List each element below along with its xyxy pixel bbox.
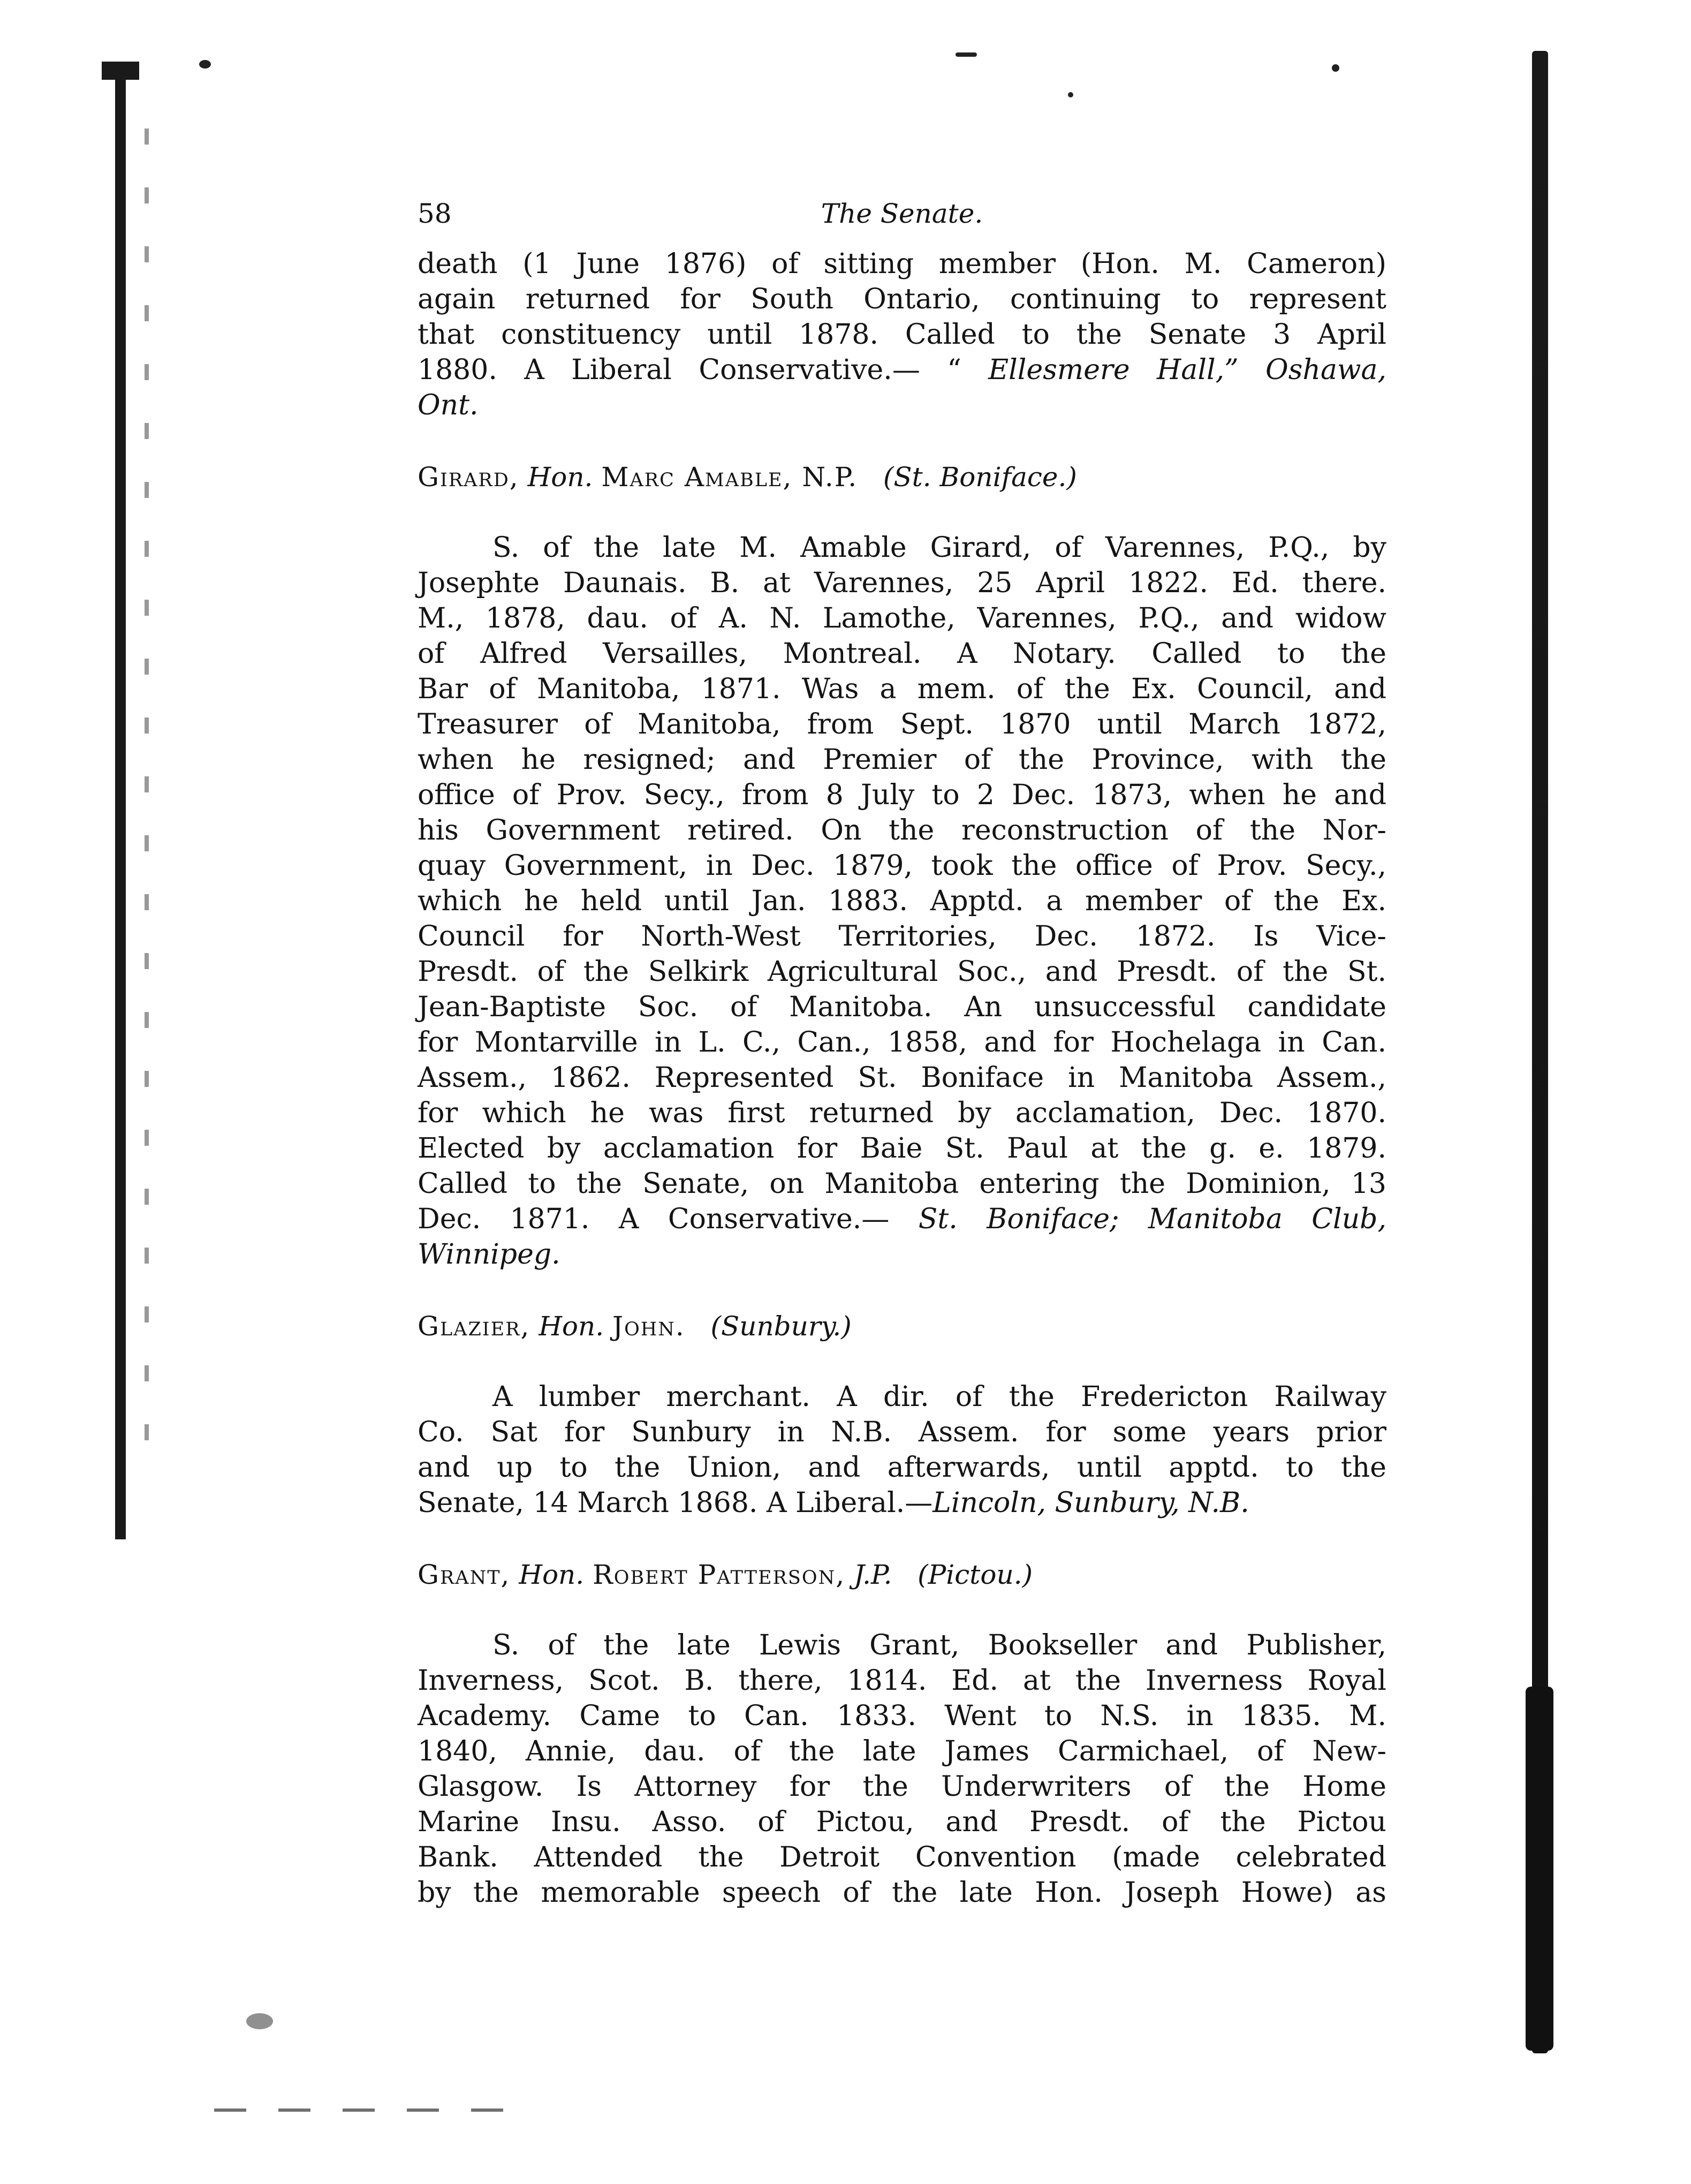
text-line bbox=[418, 388, 1386, 423]
address-text: Ellesmere Hall,” Oshawa, bbox=[988, 354, 1386, 386]
scan-speck bbox=[956, 52, 977, 57]
text-run: Dec. 1871. A Conservative.— bbox=[418, 1203, 890, 1235]
text-line: M., 1878, dau. of A. N. Lamothe, Varennes, P.Q., and widow bbox=[418, 602, 1386, 634]
address-text: Lincoln, Sunbury, N.B. bbox=[932, 1487, 1249, 1519]
entry-given-name: Robert Patterson, bbox=[593, 1559, 846, 1590]
entry-given-name: John. bbox=[612, 1311, 685, 1342]
address-text: Ont. bbox=[418, 389, 479, 421]
text-line: Jean-Baptiste Soc. of Manitoba. An unsuccessful candidate bbox=[418, 991, 1386, 1023]
text-line bbox=[418, 1237, 1386, 1272]
text-line: A lumber merchant. A dir. of the Fredericton Railway bbox=[492, 1381, 1386, 1413]
entry-honorific: Hon. bbox=[527, 462, 593, 493]
entry-honorific: Hon. bbox=[519, 1559, 585, 1590]
scan-left-edge bbox=[115, 62, 126, 1539]
text-line: Academy. Came to Can. 1833. Went to N.S. in 1835. M. bbox=[418, 1700, 1386, 1732]
text-line: Inverness, Scot. B. there, 1814. Ed. at the Inverness Royal bbox=[418, 1665, 1386, 1697]
text-line: Josephte Daunais. B. at Varennes, 25 April 1822. Ed. there. bbox=[418, 567, 1386, 599]
entry-heading-glazier bbox=[418, 1309, 1386, 1344]
scan-speck bbox=[246, 2013, 273, 2029]
text-line: when he resigned; and Premier of the Province, with the bbox=[418, 744, 1386, 776]
text-line bbox=[418, 1485, 1386, 1521]
running-header bbox=[418, 193, 1386, 246]
text-line: which he held until Jan. 1883. Apptd. a member of the Ex. bbox=[418, 885, 1386, 917]
entry-body-glazier bbox=[418, 1379, 1386, 1521]
scan-speck bbox=[1332, 64, 1339, 72]
text-line: quay Government, in Dec. 1879, took the office of Prov. Secy., bbox=[418, 850, 1386, 882]
continuation-paragraph bbox=[418, 246, 1386, 423]
text-line: that constituency until 1878. Called to the Senate 3 April bbox=[418, 319, 1386, 351]
text-line: Treasurer of Manitoba, from Sept. 1870 until March 1872, bbox=[418, 708, 1386, 740]
text-line: his Government retired. On the reconstruction of the Nor- bbox=[418, 814, 1386, 847]
scan-speck bbox=[199, 60, 211, 69]
scan-right-edge-thick bbox=[1526, 1687, 1553, 2051]
page-text bbox=[418, 193, 1386, 1910]
text-run: Senate, 14 March 1868. A Liberal.— bbox=[418, 1487, 933, 1519]
entry-body-grant bbox=[418, 1628, 1386, 1910]
text-line: Marine Insu. Asso. of Pictou, and Presdt. of the Pictou bbox=[418, 1806, 1386, 1838]
text-line: for which he was first returned by acclamation, Dec. 1870. bbox=[418, 1097, 1386, 1129]
text-line: S. of the late M. Amable Girard, of Varennes, P.Q., by bbox=[492, 532, 1386, 564]
address-text: Winnipeg. bbox=[418, 1238, 560, 1271]
text-line: S. of the late Lewis Grant, Bookseller and Publisher, bbox=[492, 1629, 1386, 1661]
text-line: again returned for South Ontario, continuing to represent bbox=[418, 283, 1386, 315]
entry-riding: (Pictou.) bbox=[917, 1559, 1033, 1590]
text-line: Glasgow. Is Attorney for the Underwriters of the Home bbox=[418, 1771, 1386, 1803]
entry-honorific: Hon. bbox=[539, 1311, 604, 1342]
text-line: Bank. Attended the Detroit Convention (made celebrated bbox=[418, 1841, 1386, 1873]
page-number: 58 bbox=[418, 198, 452, 229]
text-line bbox=[418, 352, 1386, 388]
text-line bbox=[418, 1201, 1386, 1237]
entry-riding: (Sunbury.) bbox=[710, 1311, 852, 1342]
text-line: Presdt. of the Selkirk Agricultural Soc., and Presdt. of the St. bbox=[418, 956, 1386, 988]
scan-speck bbox=[1068, 92, 1073, 97]
text-line: for Montarville in L. C., Can., 1858, and for Hochelaga in Can. bbox=[418, 1026, 1386, 1059]
text-line: and up to the Union, and afterwards, until apptd. to the bbox=[418, 1452, 1386, 1484]
text-line: Assem., 1862. Represented St. Boniface in Manitoba Assem., bbox=[418, 1062, 1386, 1094]
text-line: Co. Sat for Sunbury in N.B. Assem. for some years prior bbox=[418, 1416, 1386, 1448]
entry-surname: Grant, bbox=[418, 1559, 511, 1590]
text-line: Council for North-West Territories, Dec. 1872. Is Vice- bbox=[418, 920, 1386, 953]
text-line: Called to the Senate, on Manitoba entering the Dominion, 13 bbox=[418, 1168, 1386, 1200]
entry-postnominal: J.P. bbox=[854, 1559, 892, 1590]
entry-surname: Glazier, bbox=[418, 1311, 530, 1342]
text-line: by the memorable speech of the late Hon. Joseph Howe) as bbox=[418, 1877, 1386, 1909]
entry-given-name: Marc Amable, N.P. bbox=[601, 462, 858, 493]
address-text: St. Boniface; Manitoba Club, bbox=[918, 1203, 1387, 1235]
running-title: The Senate. bbox=[821, 198, 983, 229]
text-line: death (1 June 1876) of sitting member (Hon. M. Cameron) bbox=[418, 248, 1386, 280]
entry-body-girard bbox=[418, 530, 1386, 1272]
text-line: Elected by acclamation for Baie St. Paul at the g. e. 1879. bbox=[418, 1132, 1386, 1165]
scan-bottom-artifact bbox=[214, 2109, 514, 2112]
entry-surname: Girard, bbox=[418, 462, 519, 493]
text-line: Bar of Manitoba, 1871. Was a mem. of the Ex. Council, and bbox=[418, 673, 1386, 705]
entry-heading-girard bbox=[418, 459, 1386, 495]
entry-riding: (St. Boniface.) bbox=[883, 462, 1077, 493]
text-line: office of Prov. Secy., from 8 July to 2 Dec. 1873, when he and bbox=[418, 779, 1386, 811]
text-line: of Alfred Versailles, Montreal. A Notary. Called to the bbox=[418, 638, 1386, 670]
scan-left-ticks bbox=[145, 129, 149, 1467]
text-line: 1840, Annie, dau. of the late James Carmichael, of New- bbox=[418, 1735, 1386, 1767]
entry-heading-grant bbox=[418, 1557, 1386, 1592]
text-run: 1880. A Liberal Conservative.— “ bbox=[418, 354, 961, 386]
